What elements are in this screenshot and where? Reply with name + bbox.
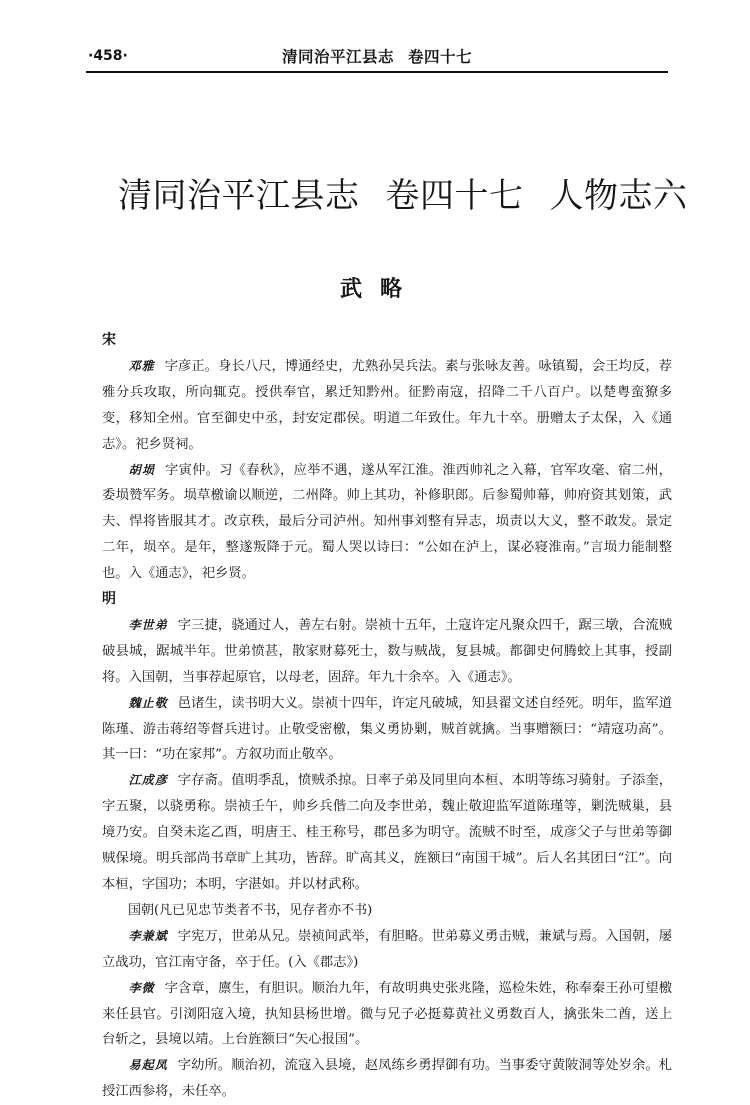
- biography-text: 字彦正。身长八尺，博通经史，尤熟孙吴兵法。素与张咏友善。咏镇蜀，会王均反，荐雅分兵攻取，所向辄克。授供奉官，累迁知黔州。征黔南寇，招降二千八百户。以楚粤蛮獠多变，移知全州。官至御史中丞，封安定郡侯。明道二年致仕。年九十卒。册赠太子太保，入《通志》。祀乡贤祠。: [102, 358, 672, 452]
- biography-entry: [102, 924, 672, 976]
- dynasty-name: 国朝: [128, 902, 155, 918]
- person-name: 李兼斌: [128, 928, 168, 943]
- title-volume: 卷四十七: [385, 176, 524, 216]
- running-title-book: 清同治平江县志: [282, 48, 395, 66]
- biography-text: 邑诸生，读书明大义。崇祯十四年，许定凡破城，知县翟文述自经死。明年，监军道陈瑾、游击蒋绍等督兵进讨。止敬受密檄，集义勇协剿，贼首就擒。当事赠额曰：“靖寇功高”。其一曰：“功在家邦”。方叙功而止敬卒。: [102, 695, 672, 763]
- header-rule: [86, 71, 668, 73]
- person-name: 魏止敬: [128, 695, 168, 710]
- title-book: 清同治平江县志: [118, 176, 360, 216]
- biography-text: 字含章，廪生，有胆识。顺治九年，有故明典史张兆隆，巡检朱姓，称奉秦王孙可望檄来任县官。引浏阳寇入境，执知县杨世增。微与兄子必挺募黄社义勇数百人，擒张朱二酋，送上台斩之，县境以靖。上台旌额曰“矢心报国”。: [102, 980, 672, 1048]
- biography-entry: [102, 691, 672, 769]
- biography-entry: [102, 1053, 672, 1105]
- biography-entry: [102, 613, 672, 691]
- biography-text: 字宪万，世弟从兄。崇祯间武举，有胆略。世弟募义勇击贼，兼斌与焉。入国朝，屡立战功，官江南守备，卒于任。(入《郡志》): [102, 928, 672, 970]
- person-name: 江成彦: [128, 773, 168, 788]
- person-name: 李微: [128, 980, 155, 995]
- biography-entry: [102, 768, 672, 898]
- biography-text: 字三捷，骁通过人，善左右射。崇祯十五年，土寇许定凡聚众四千，踞三墩，合流贼破县城，踞城半年。世弟愤甚，散家财募死士，数与贼战，复县城。都御史何腾蛟上其事，授副将。入国朝，当事荐起原官，以母老，固辞。年九十余卒。入《通志》。: [102, 617, 672, 685]
- dynasty-heading-song: 宋: [102, 332, 116, 348]
- running-title: [282, 45, 472, 67]
- title-chapter: 人物志六: [549, 176, 688, 216]
- biography-text: 字存斋。值明季乱，愤贼杀掠。日率子弟及同里向本桓、本明等练习骑射。子添奎，字五聚，以骁勇称。崇祯壬午，帅乡兵偕二向及李世弟，魏止敬迎监军道陈瑾等，剿洗贼巢，县境乃安。自癸未迄乙酉，明唐王、桂王称号，郡邑多为明守。流贼不时至，成彦父子与世弟等御贼保境。明兵部尚书章旷上其功，皆辞。旷高其义，旌额曰“南国干城”。后人名其团曰“江”。向本桓，字国功；本明，字湛如。并以材武称。: [102, 773, 672, 892]
- biography-text: 字寅仲。习《春秋》，应举不遇，遂从军江淮。淮西帅礼之入幕，官军攻毫、宿二州，委埙赞军务。埙草檄谕以顺逆，二州降。帅上其功，补修职郎。后参蜀帅幕，帅府资其划策，武夫、悍将皆服其才。改京秩，最后分司泸州。知州事刘整有异志，埙责以大义，整不敢发。景定二年，埙卒。是年，整遂叛降于元。蜀人哭以诗曰：“公如在泸上，谋必寝淮南。”言埙力能制整也。入《通志》，祀乡贤。: [102, 462, 672, 582]
- person-name: 邓雅: [128, 358, 155, 373]
- page-number: ·458·: [88, 48, 128, 64]
- biography-entry: [102, 458, 672, 588]
- running-title-volume: 卷四十七: [408, 48, 473, 66]
- person-name: 胡埙: [128, 462, 156, 477]
- dynasty-heading-guochao: [102, 898, 672, 924]
- page-title: [118, 168, 688, 217]
- running-head: [0, 0, 750, 80]
- biography-text: 字幼所。顺治初，流寇入县境，赵凤练乡勇捍御有功。当事委守黄陂洞等处岁余。札授江西参将，未任卒。: [102, 1058, 672, 1100]
- person-name: 易起凤: [128, 1058, 168, 1073]
- dynasty-heading-ming: 明: [102, 591, 116, 608]
- section-title: 武略: [340, 277, 421, 302]
- biography-entry: [102, 354, 672, 458]
- biography-entry: [102, 976, 672, 1054]
- person-name: 李世弟: [128, 617, 168, 632]
- dynasty-note: (凡已见忠节类者不书，见存者亦不书): [154, 902, 373, 918]
- body-text: [102, 328, 672, 1105]
